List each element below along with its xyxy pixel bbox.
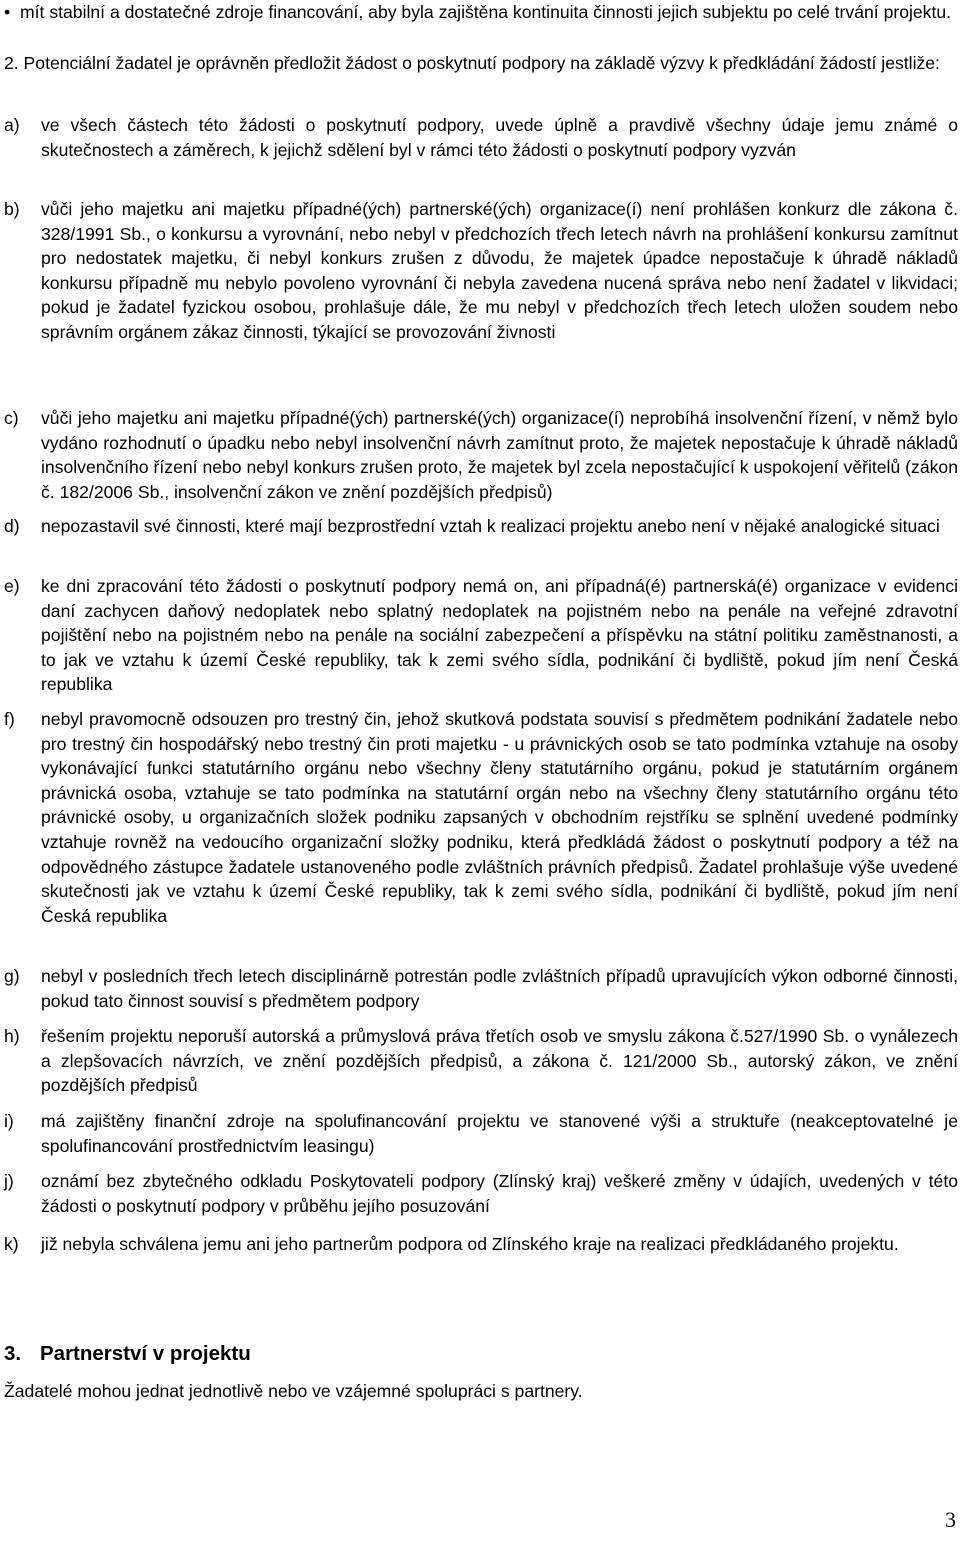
section-paragraph: Žadatelé mohou jednat jednotlivě nebo ve vzájemné spolupráci s partnery. xyxy=(4,1381,583,1401)
list-item-text: ve všech částech této žádosti o poskytnutí podpory, uvede úplně a pravdivě všechny údaje jemu známé o skutečnostech a záměrech, k jejichž sdělení byl v rámci této žádosti o poskytnutí podpory vyzván xyxy=(41,115,958,160)
bullet-text: mít stabilní a dostatečné zdroje financování, aby byla zajištěna kontinuita činnosti jejich subjektu po celé trvání projektu. xyxy=(20,2,952,22)
section-number: 3. xyxy=(4,1342,22,1365)
list-item-label: k) xyxy=(4,1234,19,1254)
list-item-c xyxy=(4,406,958,504)
list-item-label: i) xyxy=(4,1111,14,1131)
bullet-paragraph xyxy=(4,0,956,25)
list-item-b xyxy=(4,197,958,345)
list-item-text: vůči jeho majetku ani majetku případné(ých) partnerské(ých) organizace(í) neprobíhá insolvenční řízení, v němž bylo vydáno rozhodnutí o úpadku nebo nebyl insolvenční návrh zamítnut proto, že majetek nepostačuje k úhradě nákladů insolvenčního řízení nebo nebyl konkurs zrušen proto, že majetek byl zcela nepostačující k uspokojení věřitelů (zákon č. 182/2006 Sb., insolvenční zákon ve znění pozdějších předpisů) xyxy=(41,408,958,502)
list-item-d xyxy=(4,514,958,539)
list-item-label: h) xyxy=(4,1026,20,1046)
list-item-e xyxy=(4,574,958,697)
list-item-f xyxy=(4,707,958,928)
list-item-text: oznámí bez zbytečného odkladu Poskytovateli podpory (Zlínský kraj) veškeré změny v údajích, uvedených v této žádosti o poskytnutí podpory v průběhu jejího posuzování xyxy=(41,1171,958,1216)
list-item-text: nepozastavil své činnosti, které mají bezprostřední vztah k realizaci projektu anebo není v nějaké analogické situaci xyxy=(41,516,940,536)
list-item-k xyxy=(4,1232,958,1257)
list-item-label: f) xyxy=(4,709,15,729)
list-item-text: vůči jeho majetku ani majetku případné(ých) partnerské(ých) organizace(í) není prohlášen konkurz dle zákona č. 328/1991 Sb., o konkursu a vyrovnání, nebo nebyl v předchozích třech letech návrh na prohlášení konkursu zamítnut pro nedostatek majetku, či nebyl konkurs zrušen z důvodu, že majetek úpadce nepostačuje k úhradě nákladů konkursu případně mu nebylo povoleno vyrovnání či nebyla zavedena nucená správa nebo není žadatel v likvidaci; pokud je žadatel fyzickou osobou, prohlašuje dále, že mu nebyl v předchozích třech letech uložen soudem nebo správním orgánem zákaz činnosti, týkající se provozování živnosti xyxy=(41,199,958,342)
section-heading xyxy=(4,1340,251,1368)
list-item-a xyxy=(4,113,958,162)
bullet-icon: • xyxy=(4,2,11,22)
list-item-i xyxy=(4,1109,958,1158)
list-item-g xyxy=(4,964,958,1013)
list-item-label: e) xyxy=(4,576,20,596)
list-item-text: již nebyla schválena jemu ani jeho partnerům podpora od Zlínského kraje na realizaci předkládaného projektu. xyxy=(41,1234,899,1254)
page-number: 3 xyxy=(945,1507,956,1532)
list-item-text: nebyl pravomocně odsouzen pro trestný čin, jehož skutková podstata souvisí s předmětem podnikání žadatele nebo pro trestný čin hospodářský nebo trestný čin proti majetku - u právnických osob se tato podmínka vztahuje na osoby vykonávající funkci statutárního orgánu nebo všechny členy statutárního orgánu, pokud je statutárním orgánem právnická osoba, vztahuje se tato podmínka na statutární orgán nebo na všechny členy statutárního orgánu této právnické osoby, u organizačních složek podniku zapsaných v obchodním rejstříku se splnění uvedené podmínky vztahuje rovněž na vedoucího organizační složky podniku, která předkládá žádost o poskytnutí podpory a též na odpovědného zástupce žadatele ustanoveného podle zvláštních právních předpisů. Žadatel prohlašuje výše uvedené skutečnosti jak ve vztahu k území České republiky, tak k zemi svého sídla, podnikání či bydliště, pokud jím není Česká republika xyxy=(41,709,958,926)
list-item-text: ke dni zpracování této žádosti o poskytnutí podpory nemá on, ani případná(é) partnerská(é) organizace v evidenci daní zachycen daňový nedoplatek nebo splatný nedoplatek na pojistném nebo na penále na veřejné zdravotní pojištění nebo na pojistném nebo na penále na sociální zabezpečení a příspěvku na státní politiku zaměstnanosti, a to jak ve vztahu k území České republiky, tak k zemi svého sídla, podnikání či bydliště, pokud jím není Česká republika xyxy=(41,576,958,695)
list-item-h xyxy=(4,1024,958,1098)
section-title: Partnerství v projektu xyxy=(40,1342,251,1365)
list-item-text: řešením projektu neporuší autorská a průmyslová práva třetích osob ve smyslu zákona č.527/1990 Sb. o vynálezech a zlepšovacích návrzích, ve znění pozdějších předpisů, a zákona č. 121/2000 Sb., autorský zákon, ve znění pozdějších předpisů xyxy=(41,1026,958,1096)
list-item-label: g) xyxy=(4,966,20,986)
list-item-label: c) xyxy=(4,408,19,428)
list-item-text: nebyl v posledních třech letech disciplinárně potrestán podle zvláštních případů upravujících výkon odborné činnosti, pokud tato činnost souvisí s předmětem podpory xyxy=(41,966,958,1011)
list-item-label: j) xyxy=(4,1171,14,1191)
list-item-label: d) xyxy=(4,516,20,536)
list-item-j xyxy=(4,1169,958,1218)
point-2-paragraph: 2. Potenciální žadatel je oprávněn předložit žádost o poskytnutí podpory na základě výzvy k předkládání žádostí jestliže: xyxy=(4,53,940,73)
list-item-label: a) xyxy=(4,115,20,135)
list-item-label: b) xyxy=(4,199,20,219)
list-item-text: má zajištěny finanční zdroje na spolufinancování projektu ve stanovené výši a struktuře (neakceptovatelné je spolufinancování prostřednictvím leasingu) xyxy=(41,1111,958,1156)
